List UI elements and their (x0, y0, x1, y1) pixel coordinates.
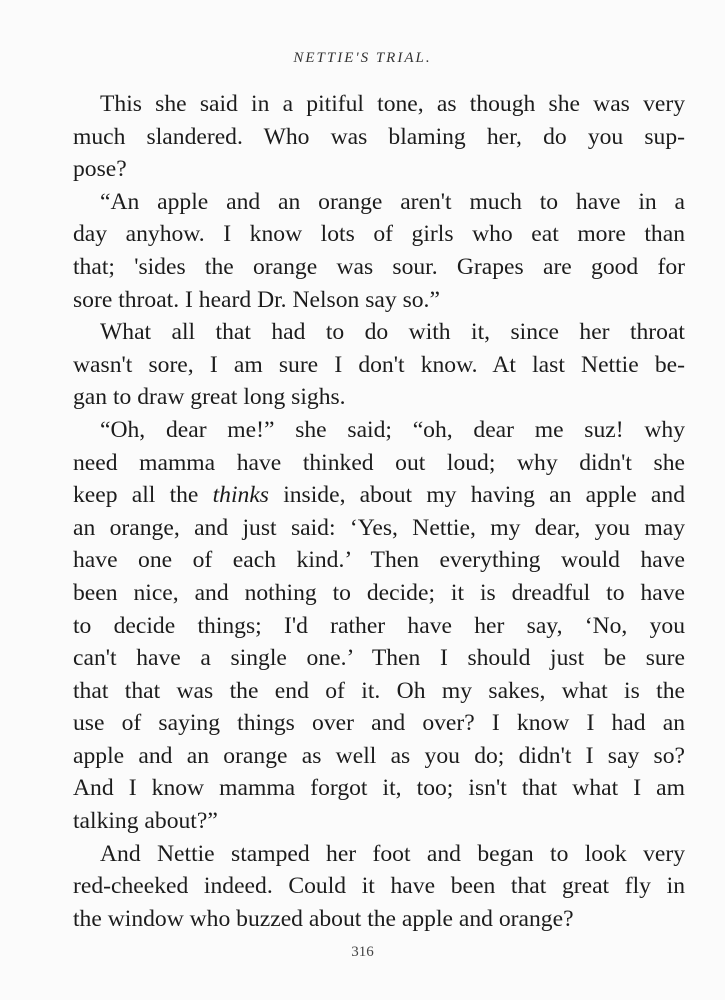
text-line: gan to draw great long sighs. (73, 384, 346, 411)
text-line: an orange, and just said: ‘Yes, Nettie, my dear, you may (73, 514, 685, 541)
text-line: This she said in a pitiful tone, as though she was very (100, 91, 685, 117)
text-line: What all that had to do with it, since her throat (100, 319, 685, 346)
text-line: apple and an orange as well as you do; didn't I say so? (73, 742, 685, 769)
text-line: “Oh, dear me!” she said; “oh, dear me suz! why (100, 416, 685, 443)
text-line: can't have a single one.’ Then I should just be sure (73, 645, 685, 672)
page-number: 316 (351, 944, 374, 960)
text-line-with-italic: keep all the thinks inside, about my having an apple and (73, 482, 686, 509)
text-line: the window who buzzed about the apple and orange? (73, 905, 574, 932)
text-line: been nice, and nothing to decide; it is dreadful to have (73, 579, 685, 606)
italic-word: thinks (212, 482, 269, 509)
text-line: to decide things; I'd rather have her say, ‘No, you (73, 612, 685, 639)
running-head: NETTIE'S TRIAL. (293, 50, 432, 66)
text-line: need mamma have thinked out loud; why didn't she (73, 449, 685, 476)
text-line: day anyhow. I know lots of girls who eat more than (73, 221, 685, 248)
text-line: much slandered. Who was blaming her, do you sup- (73, 123, 685, 150)
text-line: “An apple and an orange aren't much to have in a (100, 188, 685, 215)
text-line: sore throat. I heard Dr. Nelson say so.” (73, 286, 440, 313)
text-line: And I know mamma forgot it, too; isn't that what I am (73, 775, 685, 802)
body-text (73, 88, 685, 935)
text-line: wasn't sore, I am sure I don't know. At last Nettie be- (73, 351, 685, 378)
text-line: that; 'sides the orange was sour. Grapes are good for (73, 253, 685, 280)
text-line: have one of each kind.’ Then everything would have (73, 547, 685, 574)
text-line: use of saying things over and over? I know I had an (73, 710, 685, 737)
text-line: red-cheeked indeed. Could it have been that great fly in (73, 873, 685, 900)
text-line: pose? (73, 156, 127, 183)
text-line: And Nettie stamped her foot and began to look very (100, 840, 685, 867)
text-line: talking about?” (73, 808, 218, 835)
text-line: that that was the end of it. Oh my sakes, what is the (73, 677, 685, 704)
